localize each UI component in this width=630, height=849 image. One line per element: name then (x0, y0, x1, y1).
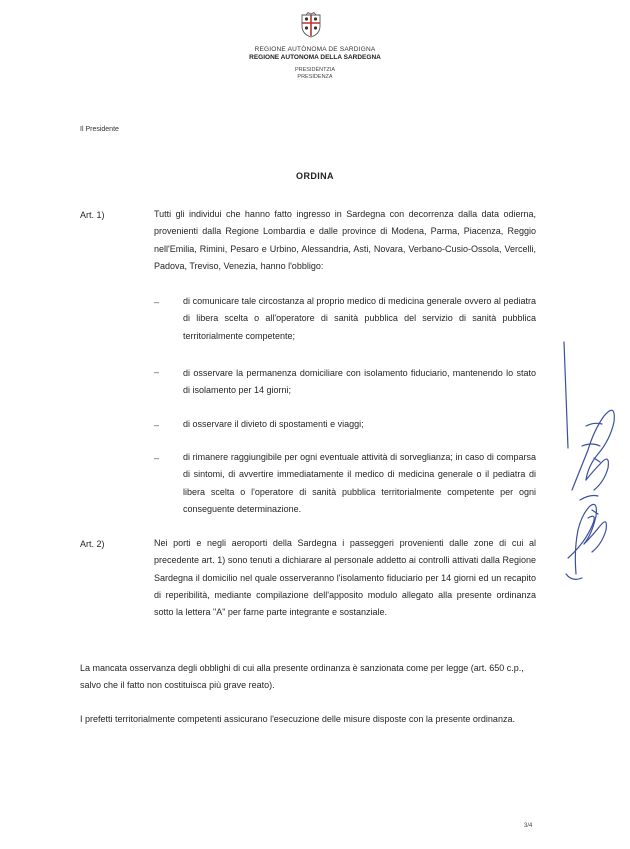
art1-item-3: di osservare il divieto di spostamenti e viaggi; (183, 419, 364, 429)
handwritten-signature (528, 330, 630, 590)
art2-text: Nei porti e negli aeroporti della Sardegna i passeggeri provenienti dalle zone di cui al precedente art. 1) sono tenuti a dichiarare al personale addetto ai controlli attivati dalla Regione Sardegna il domicilio nel quale osserveranno l'isolamento fiduciario per 14 giorni ed un recapito di reperibilità, mediante compilazione dell'apposito modulo allegato alla presente ordinanza sotto la lettera "A" per farne parte integrante e sostanziale. (154, 538, 536, 618)
region-name-italian: REGIONE AUTONOMA DELLA SARDEGNA (249, 54, 381, 61)
art2-label: Art. 2) (80, 539, 105, 549)
art1-item-2: di osservare la permanenza domiciliare con isolamento fiduciario, mantenendo lo stato di isolamento per 14 giorni; (183, 368, 536, 396)
prefects-paragraph: I prefetti territorialmente competenti assicurano l'esecuzione delle misure disposte con la presente ordinanza. (80, 714, 515, 724)
issuer-label: Il Presidente (80, 126, 119, 133)
sardinia-coat-of-arms-icon (300, 12, 322, 38)
presidency-sardo: PRESIDÈNTZIA (294, 67, 336, 73)
ordina-heading: ORDINA (296, 171, 334, 181)
region-name-sardo: REGIONE AUTÒNOMA DE SARDIGNA (254, 46, 376, 53)
art1-intro: Tutti gli individui che hanno fatto ingresso in Sardegna con decorrenza dalla data odierna, provenienti dalla Regione Lombardia e dalle province di Modena, Parma, Piacenza, Reggio nell'Emilia, Rimini, Pesaro e Urbino, Alessandria, Asti, Novara, Verbano-Cusio-Ossola, Vercelli, Padova, Treviso, Venezia, hanno l'obbligo: (154, 209, 536, 271)
art1-item-4: di rimanere raggiungibile per ogni eventuale attività di sorveglianza; in caso di comparsa di sintomi, di avvertire immediatamente il medico di medicina generale o il pediatra di libera scelta o l'operatore di sanità pubblica territorialmente competente per ogni conseguente determinazione. (183, 452, 536, 514)
bullet-1: – (154, 297, 160, 307)
art1-label: Art. 1) (80, 210, 105, 220)
sanction-paragraph: La mancata osservanza degli obblighi di cui alla presente ordinanza è sanzionata come per legge (art. 650 c.p., salvo che il fatto non costituisca più grave reato). (80, 663, 524, 691)
bullet-4: – (154, 453, 160, 463)
bullet-3: – (154, 420, 160, 430)
page-number: 3/4 (524, 823, 533, 829)
art1-item-1: di comunicare tale circostanza al proprio medico di medicina generale ovvero al pediatra di libera scelta o all'operatore di sanità pubblica del servizio di sanità pubblica territorialmente competente; (183, 296, 536, 341)
bullet-2: – (154, 367, 160, 377)
presidency-italian: PRESIDENZA (297, 74, 333, 80)
